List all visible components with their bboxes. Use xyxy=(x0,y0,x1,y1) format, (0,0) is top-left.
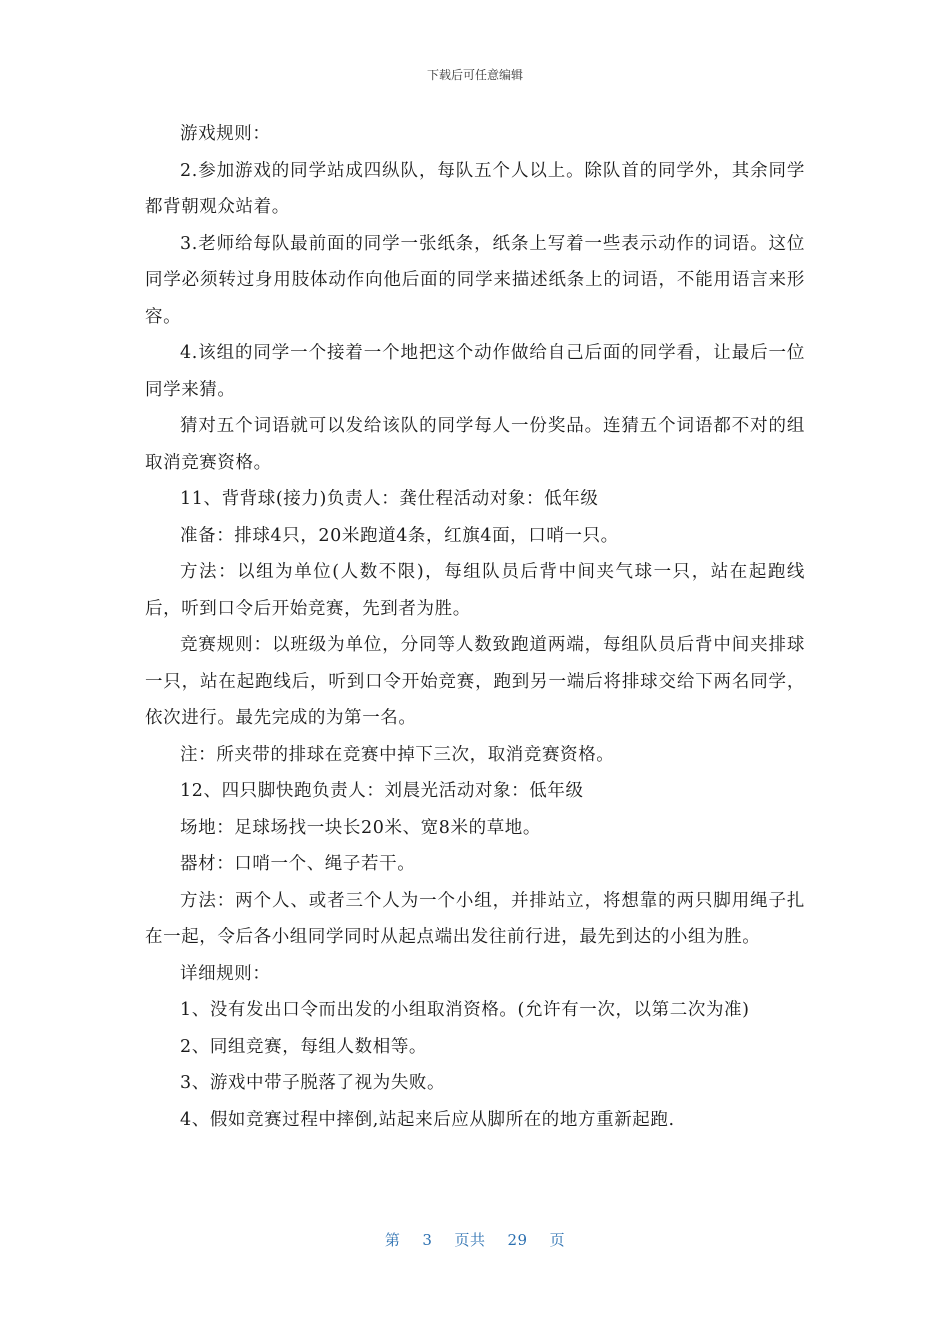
paragraph: 2.参加游戏的同学站成四纵队，每队五个人以上。除队首的同学外，其余同学都背朝观众站着。 xyxy=(145,160,805,217)
paragraph: 注：所夹带的排球在竞赛中掉下三次，取消竞赛资格。 xyxy=(180,744,615,765)
paragraph: 3.老师给每队最前面的同学一张纸条，纸条上写着一些表示动作的词语。这位同学必须转过身用肢体动作向他后面的同学来描述纸条上的词语，不能用语言来形容。 xyxy=(145,233,805,327)
paragraph: 1、没有发出口令而出发的小组取消资格。(允许有一次，以第二次为准) xyxy=(180,1000,750,1020)
paragraph: 详细规则： xyxy=(180,963,271,984)
footer-suffix: 页 xyxy=(549,1231,566,1249)
footer-total-pages: 29 xyxy=(507,1231,528,1249)
paragraph: 12、四只脚快跑负责人：刘晨光活动对象：低年级 xyxy=(180,781,584,801)
paragraph: 3、游戏中带子脱落了视为失败。 xyxy=(180,1073,446,1093)
page-header: 下载后可任意编辑 xyxy=(426,68,523,82)
document-body xyxy=(145,116,805,1138)
paragraph: 11、背背球(接力)负责人：龚仕程活动对象：低年级 xyxy=(180,489,599,509)
paragraph: 竞赛规则：以班级为单位，分同等人数致跑道两端，每组队员后背中间夹排球一只，站在起跑线后，听到口令开始竞赛，跑到另一端后将排球交给下两名同学，依次进行。最先完成的为第一名。 xyxy=(145,635,805,728)
paragraph: 方法：以组为单位(人数不限)，每组队员后背中间夹气球一只，站在起跑线后，听到口令后开始竞赛，先到者为胜。 xyxy=(145,562,805,619)
paragraph: 2、同组竞赛，每组人数相等。 xyxy=(180,1036,428,1057)
page-footer xyxy=(0,1229,950,1250)
footer-middle: 页共 xyxy=(454,1231,486,1249)
paragraph: 4.该组的同学一个接着一个地把这个动作做给自己后面的同学看，让最后一位同学来猜。 xyxy=(145,343,805,400)
footer-prefix: 第 xyxy=(384,1231,401,1249)
paragraph: 器材：口哨一个、绳子若干。 xyxy=(180,854,416,874)
paragraph: 场地：足球场找一块长20米、宽8米的草地。 xyxy=(180,817,542,838)
paragraph: 准备：排球4只，20米跑道4条，红旗4面，口哨一只。 xyxy=(180,525,619,546)
paragraph: 方法：两个人、或者三个人为一个小组，并排站立，将想靠的两只脚用绳子扎在一起，令后各小组同学同时从起点端出发往前行进，最先到达的小组为胜。 xyxy=(145,890,805,947)
footer-current-page: 3 xyxy=(422,1231,433,1249)
paragraph: 4、假如竞赛过程中摔倒,站起来后应从脚所在的地方重新起跑. xyxy=(180,1109,675,1130)
paragraph: 游戏规则： xyxy=(180,124,271,144)
paragraph: 猜对五个词语就可以发给该队的同学每人一份奖品。连猜五个词语都不对的组取消竞赛资格。 xyxy=(145,416,805,473)
